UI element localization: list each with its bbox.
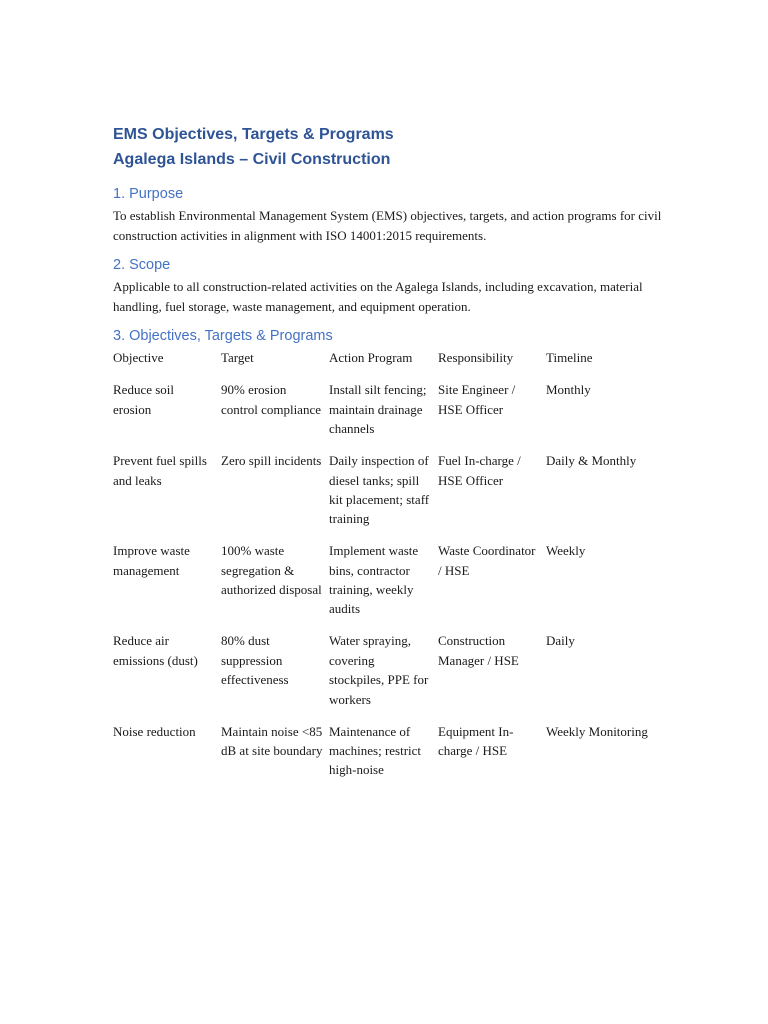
action-program-cell: Install silt fencing; maintain drainage channels bbox=[329, 382, 427, 437]
target-cell: Maintain noise <85 dB at site boundary bbox=[221, 723, 323, 758]
table-row bbox=[113, 541, 655, 631]
action-program-cell: Maintenance of machines; restrict high-noise bbox=[329, 723, 422, 778]
document-page bbox=[113, 122, 673, 792]
responsibility-cell: Fuel In-charge / HSE Officer bbox=[438, 453, 521, 488]
table-row bbox=[113, 451, 655, 541]
column-header-action-program: Action Program bbox=[329, 350, 413, 365]
timeline-cell: Daily bbox=[546, 633, 575, 649]
document-subtitle: Agalega Islands – Civil Construction bbox=[113, 151, 391, 168]
scope-text: Applicable to all construction-related activities on the Agalega Islands, including excavation, material handling, fuel storage, waste management, and equipment operation. bbox=[113, 279, 643, 314]
target-cell: 80% dust suppression effectiveness bbox=[221, 633, 289, 688]
timeline-cell: Daily & Monthly bbox=[546, 453, 637, 469]
responsibility-cell: Construction Manager / HSE bbox=[438, 633, 519, 668]
document-title: EMS Objectives, Targets & Programs bbox=[113, 126, 394, 143]
scope-heading: 2. Scope bbox=[113, 257, 171, 273]
objective-cell: Improve waste management bbox=[113, 543, 190, 578]
action-program-cell: Water spraying, covering stockpiles, PPE for workers bbox=[329, 633, 429, 707]
table-header-row bbox=[113, 348, 655, 380]
action-program-cell: Implement waste bins, contractor training, weekly audits bbox=[329, 543, 419, 617]
purpose-text: To establish Environmental Management System (EMS) objectives, targets, and action programs for civil construction activities in alignment with ISO 14001:2015 requirements. bbox=[113, 208, 662, 243]
target-cell: 100% waste segregation & authorized disposal bbox=[221, 543, 322, 598]
table-row bbox=[113, 380, 655, 451]
timeline-cell: Weekly Monitoring bbox=[546, 723, 648, 739]
column-header-responsibility: Responsibility bbox=[438, 350, 514, 365]
objectives-heading: 3. Objectives, Targets & Programs bbox=[113, 328, 333, 344]
table-row bbox=[113, 631, 655, 721]
action-program-cell: Daily inspection of diesel tanks; spill kit placement; staff training bbox=[329, 453, 430, 527]
timeline-cell: Monthly bbox=[546, 382, 591, 398]
timeline-cell: Weekly bbox=[546, 543, 586, 559]
objective-cell: Reduce soil erosion bbox=[113, 382, 175, 417]
objective-cell: Noise reduction bbox=[113, 723, 196, 739]
purpose-heading: 1. Purpose bbox=[113, 186, 184, 202]
objectives-table bbox=[113, 348, 655, 792]
objective-cell: Reduce air emissions (dust) bbox=[113, 633, 198, 668]
responsibility-cell: Waste Coordinator / HSE bbox=[438, 543, 536, 578]
column-header-timeline: Timeline bbox=[546, 350, 593, 365]
column-header-target: Target bbox=[221, 350, 254, 365]
responsibility-cell: Equipment In-charge / HSE bbox=[438, 723, 514, 758]
target-cell: 90% erosion control compliance bbox=[221, 382, 321, 417]
objective-cell: Prevent fuel spills and leaks bbox=[113, 453, 207, 488]
column-header-objective: Objective bbox=[113, 350, 164, 365]
target-cell: Zero spill incidents bbox=[221, 453, 322, 469]
table-row bbox=[113, 722, 655, 793]
responsibility-cell: Site Engineer / HSE Officer bbox=[438, 382, 516, 417]
document-title-block bbox=[113, 122, 673, 172]
